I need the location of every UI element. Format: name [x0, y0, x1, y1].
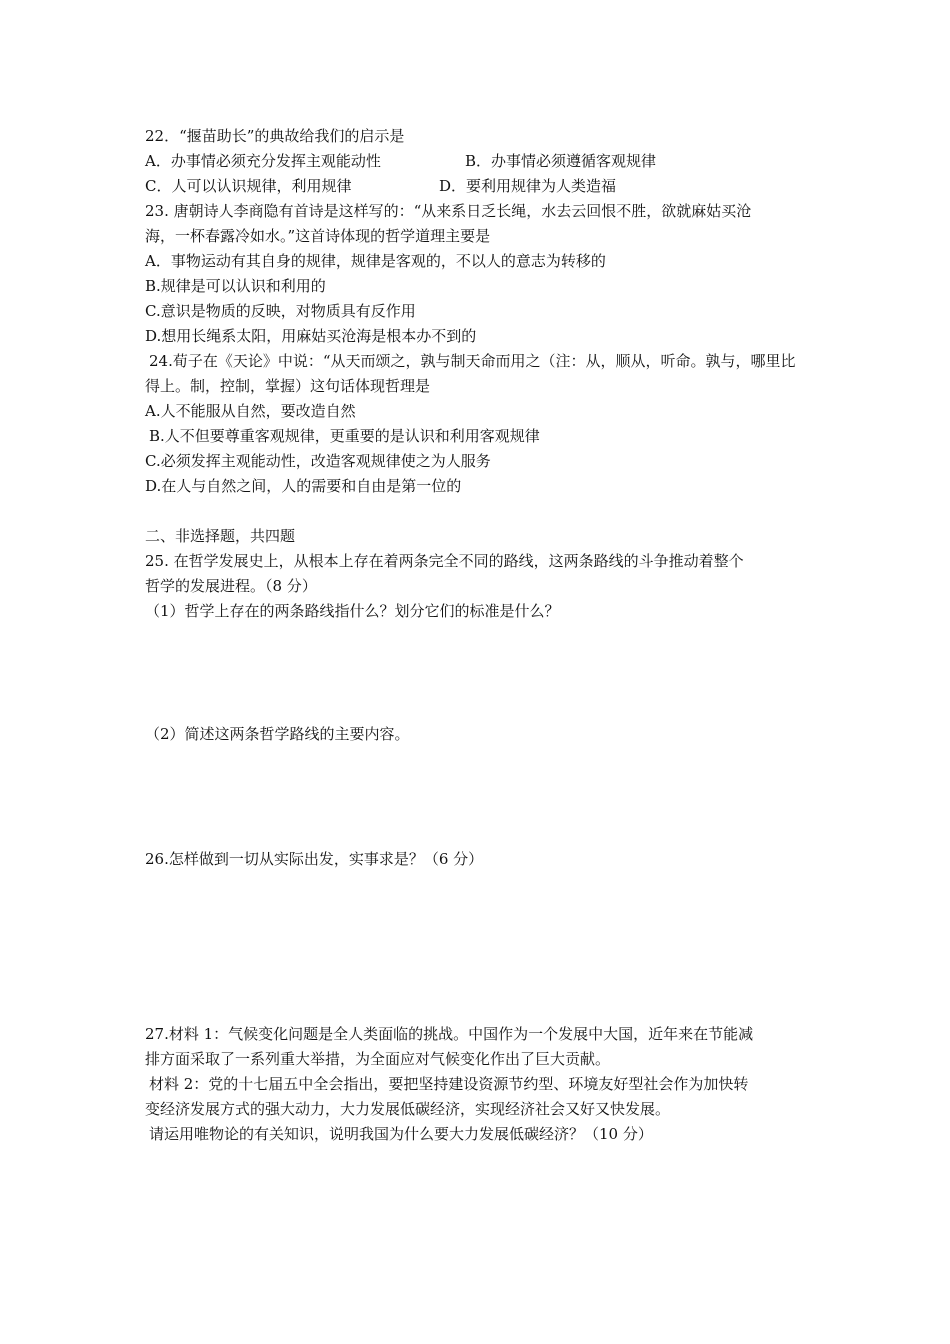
q22-option-a: A．办事情必须充分发挥主观能动性	[145, 152, 381, 170]
q23-option-d: D.想用长绳系太阳，用麻姑买沧海是根本办不到的	[145, 327, 477, 345]
q25-subquestion-1: （1）哲学上存在的两条路线指什么？划分它们的标准是什么？	[145, 602, 560, 620]
q23-option-c: C.意识是物质的反映，对物质具有反作用	[145, 302, 416, 320]
q23-stem-line2: 海，一杯春露冷如水。”这首诗体现的哲学道理主要是	[145, 227, 491, 245]
q24-option-a: A.人不能服从自然，要改造自然	[145, 402, 356, 420]
q24-option-b: B.人不但要尊重客观规律，更重要的是认识和利用客观规律	[149, 427, 540, 445]
q24-stem-line2: 得上。制，控制，掌握）这句话体现哲理是	[145, 377, 431, 395]
q22-stem: 22．“揠苗助长”的典故给我们的启示是	[145, 127, 405, 145]
q22-option-c: C．人可以认识规律，利用规律	[145, 177, 352, 195]
q22-option-d: D．要利用规律为人类造福	[439, 177, 617, 195]
section2-heading: 二、非选择题，共四题	[145, 527, 296, 545]
q26-stem: 26.怎样做到一切从实际出发，实事求是？（6 分）	[145, 850, 484, 868]
q24-option-c: C.必须发挥主观能动性，改造客观规律使之为人服务	[145, 452, 491, 470]
q27-question: 请运用唯物论的有关知识，说明我国为什么要大力发展低碳经济？（10 分）	[149, 1125, 653, 1143]
q25-stem-line2: 哲学的发展进程。（8 分）	[145, 577, 317, 595]
q24-option-d: D.在人与自然之间，人的需要和自由是第一位的	[145, 477, 462, 495]
q27-material2-line2: 变经济发展方式的强大动力，大力发展低碳经济，实现经济社会又好又快发展。	[145, 1100, 671, 1118]
q27-material1-line2: 排方面采取了一系列重大举措，为全面应对气候变化作出了巨大贡献。	[145, 1050, 611, 1068]
q23-option-a: A．事物运动有其自身的规律，规律是客观的，不以人的意志为转移的	[145, 252, 606, 270]
q23-option-b: B.规律是可以认识和利用的	[145, 277, 326, 295]
q24-stem-line1: 24.荀子在《天论》中说：“从天而颂之，孰与制天命而用之（注：从，顺从，听命。孰与，哪里比	[149, 352, 796, 370]
q27-material2-line1: 材料 2：党的十七届五中全会指出，要把坚持建设资源节约型、环境友好型社会作为加快转	[149, 1075, 749, 1093]
q25-subquestion-2: （2）简述这两条哲学路线的主要内容。	[145, 725, 410, 743]
q27-material1-line1: 27.材料 1：气候变化问题是全人类面临的挑战。中国作为一个发展中大国，近年来在节能减	[145, 1025, 754, 1043]
q25-stem-line1: 25. 在哲学发展史上，从根本上存在着两条完全不同的路线，这两条路线的斗争推动着整个	[145, 552, 744, 570]
q22-option-b: B．办事情必须遵循客观规律	[465, 152, 657, 170]
q23-stem-line1: 23. 唐朝诗人李商隐有首诗是这样写的：“从来系日乏长绳，水去云回恨不胜，欲就麻姑买沧	[145, 202, 752, 220]
